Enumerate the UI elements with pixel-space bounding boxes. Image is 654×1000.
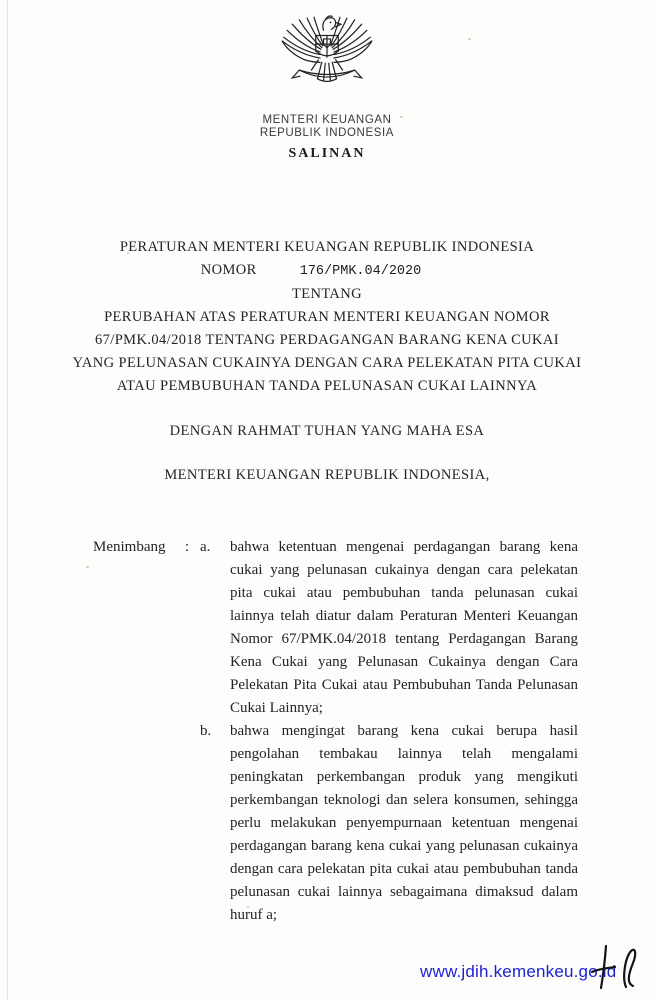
subject-line2: 67/PMK.04/2018 TENTANG PERDAGANGAN BARANG KENA CUKAI (94, 332, 560, 348)
menimbang-label: Menimbang (93, 539, 166, 555)
considerations-section (93, 536, 578, 927)
invocation-line: DENGAN RAHMAT TUHAN YANG MAHA ESA (169, 423, 485, 439)
nomor-row (0, 259, 638, 283)
ministry-line2: REPUBLIK INDONESIA (259, 127, 395, 139)
menimbang-colon: : (185, 539, 190, 555)
spacer-cell (185, 720, 200, 927)
authority-line: MENTERI KEUANGAN REPUBLIK INDONESIA, (164, 467, 490, 483)
consideration-a-text: bahwa ketentuan mengenai perdagangan barang kena cukai yang pelunasan cukainya dengan cara pelekatan pita cukai atau pembubuhan tanda pelunasan cukai lainnya telah diatur dalam Peraturan Menteri Keuangan Nomor 67/PMK.04/2018 tentang Perdagangan Barang Kena Cukai yang Pelunasan Cukainya dengan Cara Pelekatan Pita Cukai atau Pembubuhan Tanda Pelunasan Cukai Lainnya; (230, 539, 578, 716)
copy-stamp: SALINAN (288, 146, 366, 161)
letterhead (0, 13, 654, 162)
subject-line4: ATAU PEMBUBUHAN TANDA PELUNASAN CUKAI LAINNYA (116, 378, 538, 394)
consideration-a-marker: a. (200, 539, 211, 555)
scan-speckle (86, 566, 89, 568)
consideration-b-text: bahwa mengingat barang kena cukai berupa hasil pengolahan tembakau lainnya telah mengalami peningkatan perkembangan produk yang mengikuti perkembangan teknologi dan selera konsumen, sehingga perlu melakukan penyempurnaan ketentuan mengenai perdagangan barang kena cukai yang pelunasan cukainya dengan cara pelekatan pita cukai atau pembubuhan tanda pelunasan cukai lainnya sebagaimana dimaksud dalam huruf a; (230, 723, 578, 923)
regulation-title (0, 236, 654, 398)
consideration-b-marker: b. (200, 723, 212, 739)
jdih-watermark-link[interactable]: www.jdih.kemenkeu.go.id (420, 962, 617, 981)
spacer-cell (93, 720, 185, 927)
handwritten-pen-marks (588, 942, 644, 994)
title-line1: PERATURAN MENTERI KEUANGAN REPUBLIK INDONESIA (119, 239, 535, 255)
subject-line3: YANG PELUNASAN CUKAINYA DENGAN CARA PELEKATAN PITA CUKAI (72, 355, 582, 371)
garuda-pancasila-emblem-icon (275, 13, 379, 103)
subject-line1: PERUBAHAN ATAS PERATURAN MENTERI KEUANGAN NOMOR (104, 309, 550, 325)
ministry-name (0, 114, 654, 140)
tentang-label: TENTANG (291, 286, 363, 302)
nomor-value: 176/PMK.04/2020 (299, 264, 422, 279)
ministry-line1: MENTERI KEUANGAN (262, 114, 392, 126)
nomor-label: NOMOR (200, 262, 257, 278)
